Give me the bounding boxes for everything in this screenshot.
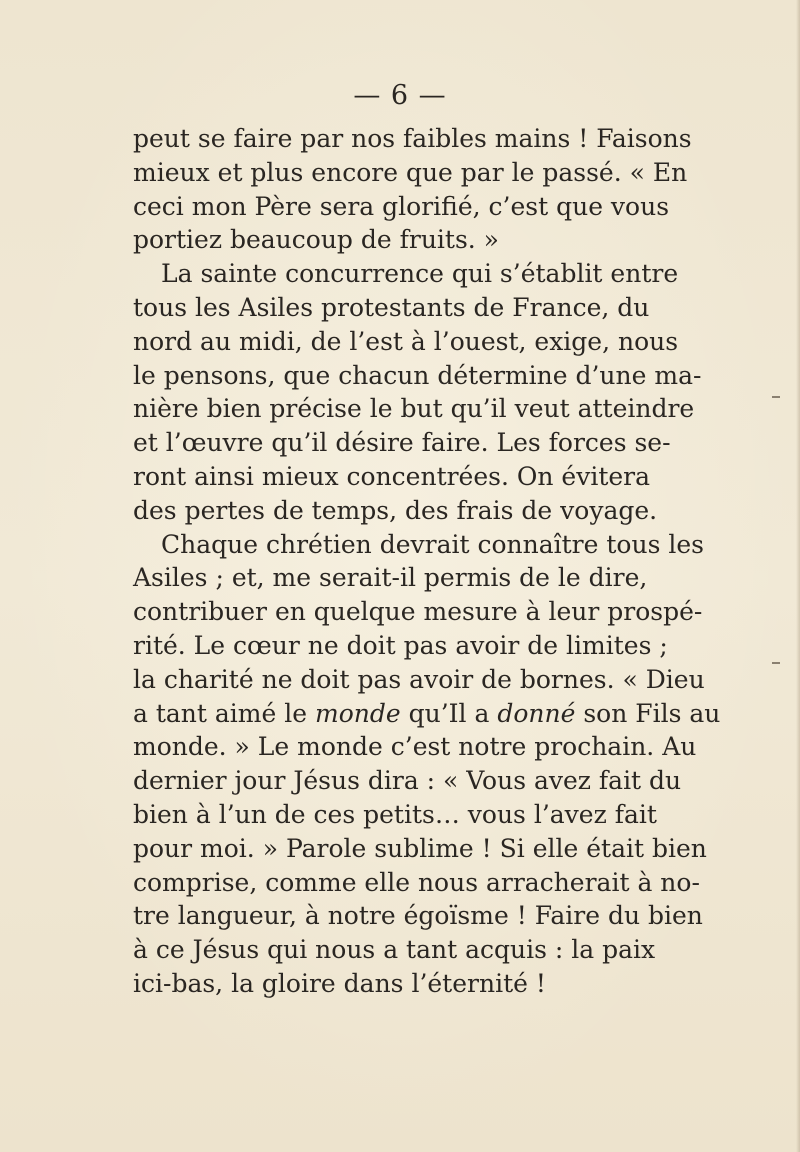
text-fragment: qu’Il a: [400, 698, 498, 728]
margin-mark: [772, 396, 780, 398]
text-line: peut se faire par nos faibles mains ! Faisons: [133, 124, 692, 153]
text-line: des pertes de temps, des frais de voyage.: [133, 495, 658, 525]
page-edge: [796, 0, 800, 1152]
text-fragment: son Fils au: [575, 698, 721, 728]
text-line: monde. » Le monde c’est notre prochain. Au: [133, 732, 697, 762]
text-line: nord au midi, de l’est à l’ouest, exige, nous: [133, 326, 679, 356]
text-line: ront ainsi mieux concentrées. On évitera: [133, 461, 651, 491]
text-line: pour moi. » Parole sublime ! Si elle était bien: [133, 833, 707, 863]
emphasis-monde: monde: [314, 698, 401, 728]
paragraph-1: [133, 122, 692, 257]
text-line: et l’œuvre qu’il désire faire. Les forces se-: [133, 428, 671, 458]
text-line: nière bien précise le but qu’il veut atteindre: [133, 394, 695, 424]
text-line: mieux et plus encore que par le passé. « En: [133, 157, 688, 187]
text-line: ceci mon Père sera glorifié, c’est que vous: [133, 191, 670, 221]
paragraph-3: [133, 528, 721, 1001]
text-line: la charité ne doit pas avoir de bornes. « Dieu: [133, 664, 705, 694]
emphasis-donne: donné: [497, 698, 576, 728]
text-line: rité. Le cœur ne doit pas avoir de limites ;: [133, 630, 668, 660]
text-line: comprise, comme elle nous arracherait à no-: [133, 867, 700, 897]
text-line: Asiles ; et, me serait-il permis de le dire,: [133, 563, 648, 593]
margin-mark: [772, 662, 780, 664]
text-line: Chaque chrétien devrait connaître tous les: [161, 529, 704, 559]
text-line: contribuer en quelque mesure à leur prospé-: [133, 597, 703, 627]
paragraph-2: [133, 257, 702, 527]
text-line: tous les Asiles protestants de France, du: [133, 292, 650, 322]
text-line: le pensons, que chacun détermine d’une ma-: [133, 360, 702, 390]
text-line: ici-bas, la gloire dans l’éternité !: [133, 968, 546, 998]
body-text: [133, 122, 721, 1001]
text-line: tre langueur, à notre égoïsme ! Faire du bien: [133, 901, 703, 931]
text-line: [133, 697, 721, 731]
text-line: à ce Jésus qui nous a tant acquis : la paix: [133, 935, 656, 965]
page-number: — 6 —: [353, 80, 447, 111]
text-line: bien à l’un de ces petits… vous l’avez fait: [133, 799, 657, 829]
text-line: La sainte concurrence qui s’établit entre: [161, 259, 679, 289]
text-line: portiez beaucoup de fruits. »: [133, 225, 499, 255]
text-line: dernier jour Jésus dira : « Vous avez fait du: [133, 766, 682, 796]
text-fragment: a tant aimé le: [133, 698, 315, 728]
